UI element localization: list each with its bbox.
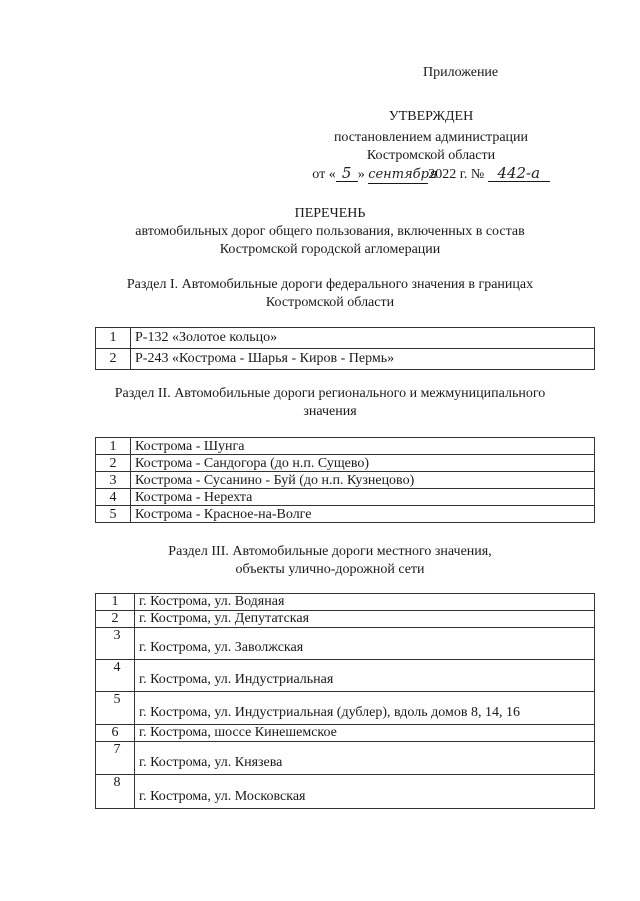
table-row xyxy=(96,489,595,506)
table-row xyxy=(96,506,595,523)
table-row xyxy=(96,692,595,725)
road-name: г. Кострома, шоссе Кинешемское xyxy=(135,725,595,742)
row-number: 5 xyxy=(96,692,135,725)
approved-by-line2: Костромской области xyxy=(366,148,496,163)
row-number: 8 xyxy=(96,775,135,809)
title-line2: Костромской городской агломерации xyxy=(219,242,441,257)
road-name: Кострома - Красное-на-Волге xyxy=(131,506,595,523)
title-line1: автомобильных дорог общего пользования, включенных в состав xyxy=(135,224,525,239)
table-row xyxy=(96,349,595,370)
road-name: Кострома - Нерехта xyxy=(131,489,595,506)
section-3-title-line2: объекты улично-дорожной сети xyxy=(235,562,425,577)
row-number: 6 xyxy=(96,725,135,742)
road-name: г. Кострома, ул. Депутатская xyxy=(135,611,595,628)
road-name: Р-243 «Кострома - Шарья - Киров - Пермь» xyxy=(131,349,595,370)
table-row xyxy=(96,472,595,489)
road-name: Кострома - Шунга xyxy=(131,438,595,455)
table-row xyxy=(96,438,595,455)
row-number: 2 xyxy=(96,611,135,628)
row-number: 2 xyxy=(96,349,131,370)
approval-block xyxy=(300,108,562,184)
row-number: 5 xyxy=(96,506,131,523)
date-day: 5 xyxy=(336,165,358,182)
table-row xyxy=(96,455,595,472)
road-name: г. Кострома, ул. Индустриальная (дублер), вдоль домов 8, 14, 16 xyxy=(135,692,595,725)
table-row xyxy=(96,725,595,742)
section-2-title-line2: значения xyxy=(303,404,357,419)
section-3-title xyxy=(80,543,580,579)
row-number: 1 xyxy=(96,438,131,455)
section-1-title-line2: Костромской области xyxy=(265,295,395,310)
table-row xyxy=(96,594,595,611)
section-2-title-line1: Раздел II. Автомобильные дороги регионального и межмуниципального xyxy=(114,386,546,401)
table-row xyxy=(96,660,595,692)
row-number: 1 xyxy=(96,594,135,611)
road-name: Р-132 «Золотое кольцо» xyxy=(131,328,595,349)
approved-by-line1: постановлением администрации xyxy=(333,130,529,145)
document-number: 442-а xyxy=(488,165,550,182)
section-1-title xyxy=(80,276,580,312)
table-row xyxy=(96,611,595,628)
road-name: Кострома - Сандогора (до н.п. Сущево) xyxy=(131,455,595,472)
row-number: 2 xyxy=(96,455,131,472)
date-year: 2022 г. № xyxy=(428,167,485,182)
row-number: 7 xyxy=(96,742,135,775)
table-row xyxy=(96,328,595,349)
row-number: 1 xyxy=(96,328,131,349)
road-name: Кострома - Сусанино - Буй (до н.п. Кузнецово) xyxy=(131,472,595,489)
section-1-title-line1: Раздел I. Автомобильные дороги федерального значения в границах xyxy=(126,277,534,292)
section-3-title-line1: Раздел III. Автомобильные дороги местного значения, xyxy=(168,544,492,559)
road-name: г. Кострома, ул. Князева xyxy=(135,742,595,775)
road-name: г. Кострома, ул. Московская xyxy=(135,775,595,809)
title-heading: ПЕРЕЧЕНЬ xyxy=(294,206,366,221)
row-number: 3 xyxy=(96,628,135,660)
section-1-table xyxy=(95,327,595,370)
road-name: г. Кострома, ул. Заволжская xyxy=(135,628,595,660)
approval-date-line xyxy=(300,165,562,184)
date-prefix: от « xyxy=(312,167,336,182)
section-2-title xyxy=(80,385,580,421)
document-title xyxy=(80,205,580,259)
section-3-table xyxy=(95,593,595,809)
approved-heading: УТВЕРЖДЕН xyxy=(388,109,474,124)
appendix-label: Приложение xyxy=(423,65,499,80)
road-name: г. Кострома, ул. Водяная xyxy=(135,594,595,611)
table-row xyxy=(96,775,595,809)
road-name: г. Кострома, ул. Индустриальная xyxy=(135,660,595,692)
row-number: 4 xyxy=(96,489,131,506)
row-number: 4 xyxy=(96,660,135,692)
table-row xyxy=(96,628,595,660)
date-month: сентября xyxy=(368,167,438,182)
row-number: 3 xyxy=(96,472,131,489)
date-mid: » xyxy=(357,167,365,182)
section-2-table xyxy=(95,437,595,523)
table-row xyxy=(96,742,595,775)
